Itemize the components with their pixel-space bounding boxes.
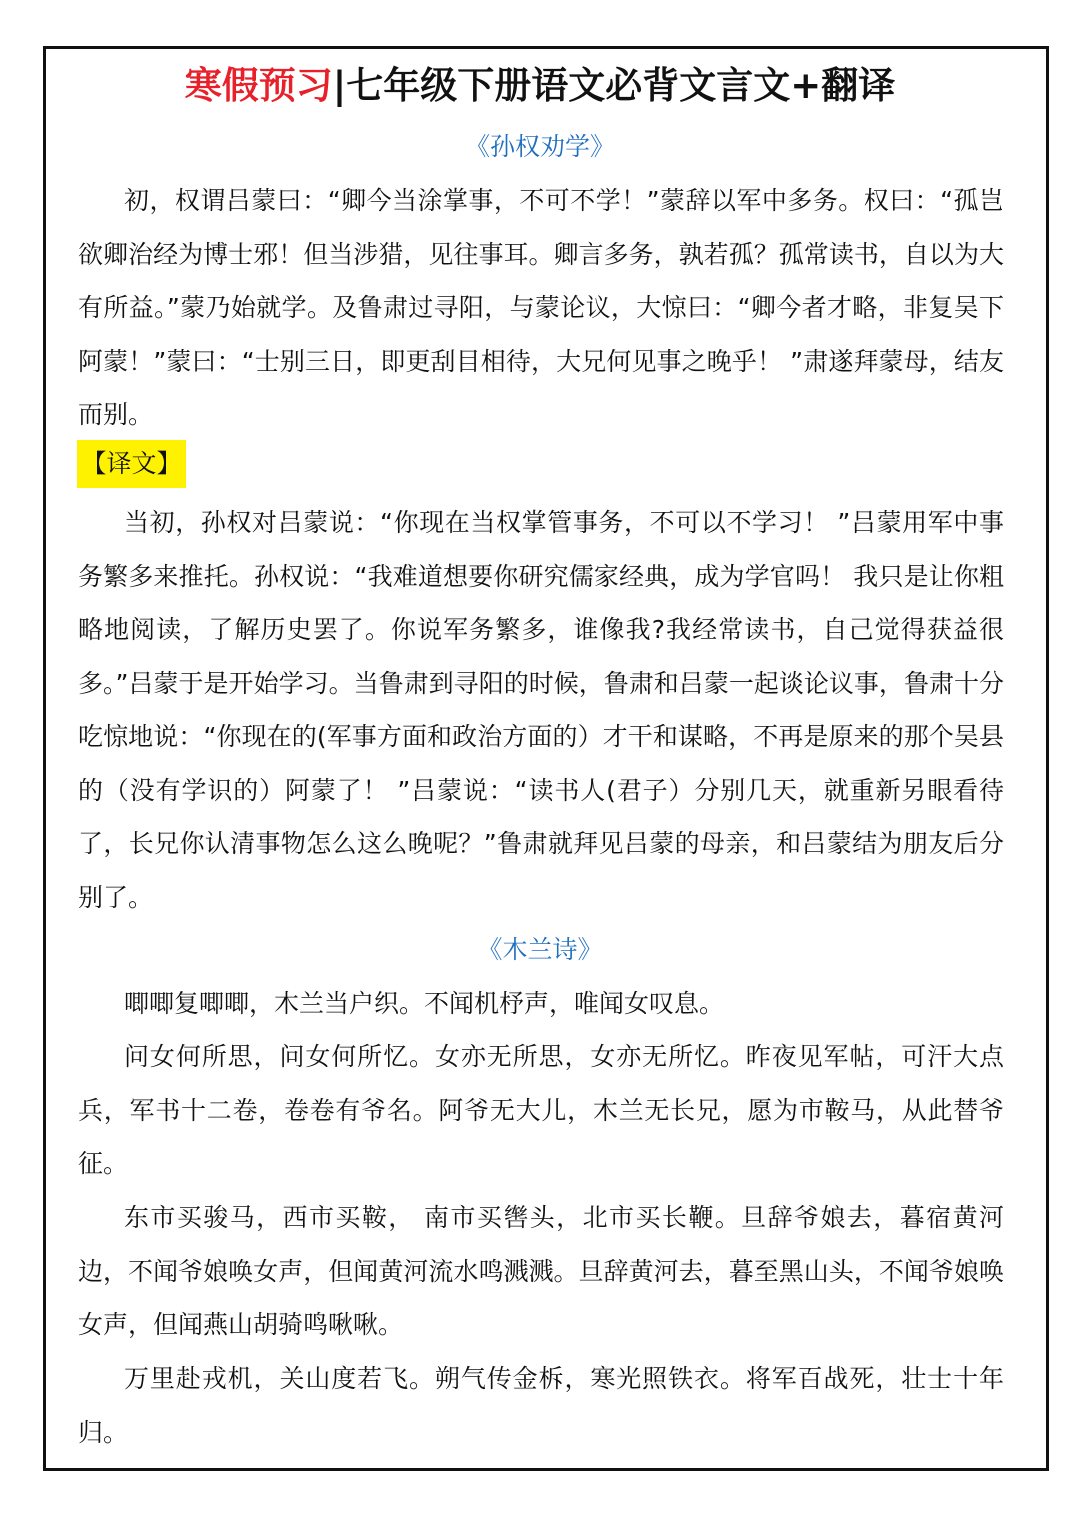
title-highlight: 寒假预习 xyxy=(184,64,333,107)
title-main: |七年级下册语文必背文言文+翻译 xyxy=(332,64,896,107)
page-title xyxy=(0,62,1080,110)
poem-paragraph: 万里赴戎机，关山度若飞。朔气传金柝，寒光照铁衣。将军百战死，壮士十年归。 xyxy=(78,1364,1004,1447)
section1-original-text: 初，权谓吕蒙曰：“卿今当涂掌事，不可不学！”蒙辞以军中多务。权曰：“孤岂欲卿治经为博士邪！但当涉猎，见往事耳。卿言多务，孰若孤？孤常读书，自以为大有所益。”蒙乃始就学。及鲁肃过寻阳，与蒙论议，大惊曰：“卿今者才略，非复吴下阿蒙！”蒙曰：“士别三日，即更刮目相待，大兄何见事之晚乎！ ”肃遂拜蒙母，结友而别。 xyxy=(78,186,1004,429)
poem-paragraph: 唧唧复唧唧，木兰当户织。不闻机杼声，唯闻女叹息。 xyxy=(124,989,725,1018)
section1-translation-text: 当初，孙权对吕蒙说：“你现在当权掌管事务，不可以不学习！ ”吕蒙用军中事务繁多来推托。孙权说：“我难道想要你研究儒家经典，成为学官吗！ 我只是让你粗略地阅读，了解历史罢了。你说军务繁多，谁像我?我经常读书，自己觉得获益很多。”吕蒙于是开始学习。当鲁肃到寻阳的时候，鲁肃和吕蒙一起谈论议事，鲁肃十分吃惊地说：“你现在的(军事方面和政治方面的）才干和谋略，不再是原来的那个吴县的（没有学识的）阿蒙了！ ”吕蒙说：“读书人(君子）分别几天，就重新另眼看待了，长兄你认清事物怎么这么晚呢？”鲁肃就拜见吕蒙的母亲，和吕蒙结为朋友后分别了。 xyxy=(78,508,1004,912)
section2-heading: 《木兰诗》 xyxy=(477,935,603,964)
translation-tag: 【译文】 xyxy=(77,440,186,488)
section1-heading: 《孙权劝学》 xyxy=(464,132,615,161)
poem-paragraph: 东市买骏马，西市买鞍， 南市买辔头，北市买长鞭。旦辞爷娘去，暮宿黄河边，不闻爷娘唤女声，但闻黄河流水鸣溅溅。旦辞黄河去，暮至黑山头，不闻爷娘唤女声，但闻燕山胡骑鸣啾啾。 xyxy=(78,1203,1004,1339)
poem-paragraph: 问女何所思，问女何所忆。女亦无所思，女亦无所忆。昨夜见军帖，可汗大点兵，军书十二卷，卷卷有爷名。阿爷无大儿，木兰无长兄，愿为市鞍马，从此替爷征。 xyxy=(78,1042,1004,1178)
